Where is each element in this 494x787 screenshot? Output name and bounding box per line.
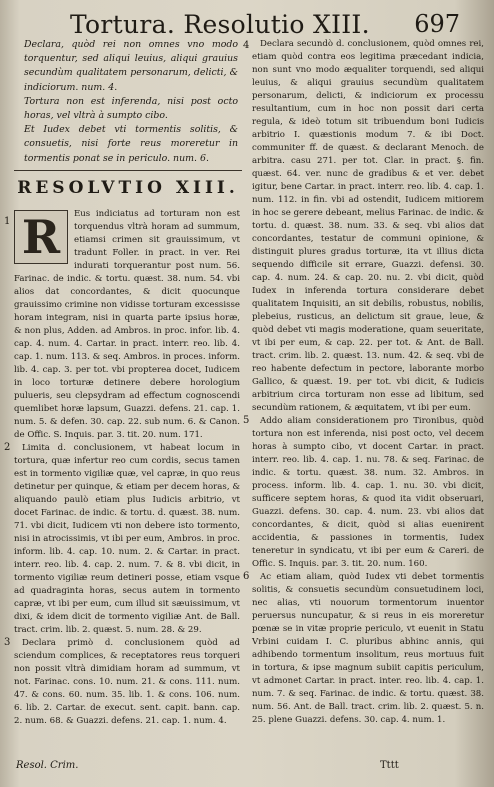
paragraph-4: Declara secundò d. conclusionem, quòd omnes rei, etiam quòd contra eos legitima præcedant indicia, non sunt vno modo æqualiter torquendi, sed aliqui leuius, & aliqui grauius secundùm qualitatem personarum, delicti, & indiciorum ex processu resultantium, cum in hoc non possit dari certa regula, & ideò totum sit tribuendum boni Iudicis arbitrio I. quæstionis modum 7. & ibi Doct. communiter ff. de quæst. & declarant Menoch. de arbitra. casu 271. per tot. Clar. in pract. §. fin. quæst. 64. ver. nunc de gradibus & et ver. debet igitur, bene Cartar. in pract. interr. reo. lib. 4. cap. 1. num. 112. in fin. vbi ad ostendit, Iudicem mitiorem in hoc se gerere debeant, melius Farinac. de indic. & tortu. d. quæst. 38. num. 33. & seq. vbi alios dat concordantes, testatur de communi opinione, & distinguit plures gradus torturæ, ita vt illius dicta sequendo difficile sit errare, Guazzi. defensi. 30. cap. 4. num. 24. & cap. 20. nu. 2. vbi dicit, quòd Iudex in inferenda tortura considerare debet qualitatem Inquisiti, an sit debilis, robustus, nobilis, plebeius, rusticus, an delictum sit graue, leue, & quòd debet vti magis moderatione, quam seueritate, vt ibi per eum, & cap. 22. per tot. & Ant. de Ball. tract. crim. lib. 2. quæst. 13. num. 42. & seq. vbi de reo habente defectum in pectore, laborante morbo Gallico, & quæst. 19. per tot. vbi dicit, & Iudicis arbitrium circa torturam non esse ad libitum, sed secundùm rationem, & æquitatem, vt ibi per eum. — [252, 39, 484, 413]
paragraph-2: Limita d. conclusionem, vt habeat locum in tortura, quæ infertur reo cum cordis, secus tamen est in tormento vigiliæ quæ, vel capræ, in quo reus detinetur per quinque, & etiam per decem horas, & aliquando paulò etiam plus Iudicis arbitrio, vt docet Farinac. de indic. & tortu. d. quæst. 38. num. 71. vbi dicit, Iudicem vti non debere isto tormento, nisi in atrocissimis, vt ibi per eum, Ambros. in proc. inform. lib. 4. cap. 10. num. 2. & Cartar. in pract. interr. reo. lib. 4. cap. 2. num. 7. & 8. vbi dicit, in tormento vigiliæ reum detineri posse, etiam vsque ad quadraginta horas, secus autem in tormento capræ, vt ibi per eum, cum illud sit sæuissimum, vt dixi, & idem dicit de tormento vigiliæ Ant. de Ball. tract. crim. lib. 2. quæst. 5. num. 28. & 29. — [14, 443, 240, 635]
paragraph-1-text: Eus indiciatus ad torturam non est torquendus vltrà horam ad summum, etiamsi crimen sit grauissimum, vt tradunt Foller. in pract. in ver. Rei indurati torquerantur post num. 56. Farinac. de indic. & tortu. quæst. 38. num. 54. vbi alios dat concordantes, & dicit quocunque grauissimo crimine non vidisse torturam excessisse horam integram, nisi in quarta parte ipsius horæ, & non plus, Adden. ad Ambros. in proc. infor. lib. 4. cap. 4. num. 4. Cartar. in pract. interr. reo. lib. 4. cap. 1. num. 113. & seq. Ambros. in proces. inform. lib. 4. cap. 3. per tot. vbi propterea docet, Iudicem in loco torturæ detinere debere horologium pulueris, seu clepsydram ad effectum cognoscendi quemlibet horæ lapsum, Guazzi. defens. 21. cap. 1. num. 5. & defen. 30. cap. 22. sub num. 6. & Canon. de Offic. S. Inquis. par. 3. tit. 20. num. 171. — [14, 209, 240, 440]
page-number: 697 — [414, 10, 460, 38]
drop-cap-ornament — [14, 210, 68, 264]
running-title: Tortura. Resolutio XIII. — [70, 10, 370, 39]
margin-number-1: 1 — [4, 216, 11, 227]
catchword-left: Resol. Crim. — [16, 760, 79, 771]
summary-item-5: Tortura non est inferenda, nisi post octo horas, vel vltrà à sumpto cibo. — [24, 95, 238, 122]
summary-block — [14, 38, 238, 166]
section-heading: RESOLVTIO XIII. — [17, 178, 239, 198]
drop-cap-letter: R — [21, 210, 61, 264]
margin-number-6: 6 — [243, 571, 250, 582]
margin-number-5: 5 — [243, 415, 250, 426]
paragraph-3: Declara primò d. conclusionem quòd ad sciendum complices, & receptatores reus torqueri non possit vltrà dimidiam horam ad summum, vt not. Farinac. cons. 10. num. 21. & cons. 111. num. 47. & cons. 60. num. 35. lib. 1. & cons. 106. num. 6. lib. 2. Cartar. de execut. sent. capit. bann. cap. 2. num. 68. & Guazzi. defens. 21. cap. 1. num. 4. — [14, 638, 240, 726]
summary-item-4: Declara, quòd rei non omnes vno modo torquentur, sed aliqui leuius, aliqui grauius secundùm qualitatem personarum, delicti, & indiciorum. num. 4. — [24, 39, 238, 93]
summary-item-6: Et Iudex debet vti tormentis solitis, & consuetis, nisi forte reus moreretur in tormentis ponat se in periculo. num. 6. — [24, 124, 238, 164]
section-rule — [14, 170, 242, 171]
paragraph-6: Ac etiam aliam, quòd Iudex vti debet tormentis solitis, & consuetis secundùm consuetudinem loci, nec alias, vti nouorum tormentorum inuentor peruersus nuncupatur, & si reus in eis moreretur pœnæ se in vitæ proprie periculo, vt euenit in Statu Vrbini cuidam I. C. pluribus abhinc annis, qui adhibendo tormentum insolitum, reus mortuus fuit in tortura, & ipse magnum subiit capitis periculum, vt admonet Cartar. in pract. inter. reo. lib. 4. cap. 1. num. 7. & seq. Farinac. de indic. & tortu. quæst. 38. num. 56. Ant. de Ball. tract. crim. lib. 2. quæst. 5. n. 25. plene Guazzi. defens. 30. cap. 4. num. 1. — [252, 572, 484, 725]
margin-number-2: 2 — [4, 442, 11, 453]
paragraph-1 — [14, 208, 240, 442]
right-text-block — [252, 38, 484, 727]
running-header — [0, 6, 494, 40]
margin-number-4: 4 — [243, 40, 250, 51]
margin-number-3: 3 — [4, 637, 11, 648]
left-text-block — [14, 208, 240, 728]
paragraph-5: Addo aliam considerationem pro Tironibus, quòd tortura non est inferenda, nisi post octo, vel decem horas à sumpto cibo, vt docent Cartar. in pract. interr. reo. lib. 4. cap. 1. nu. 78. & seq. Farinac. de indic. & tortu. quæst. 38. num. 32. Ambros. in process. inform. lib. 4. cap. 1. nu. 30. vbi dicit, sufficere septem horas, & quod ita vidit obseruari, Guazzi. defens. 30. cap. 4. num. 23. vbi alios dat concordantes, & dicit, quòd si alias euenirent accidentia, & passiones in tormentis, Iudex teneretur in syndicatu, vt ibi per eum & Careri. de Offic. S. Inquis. par. 3. tit. 20. num. 160. — [252, 416, 484, 569]
signature-mark: Tttt — [380, 760, 399, 771]
